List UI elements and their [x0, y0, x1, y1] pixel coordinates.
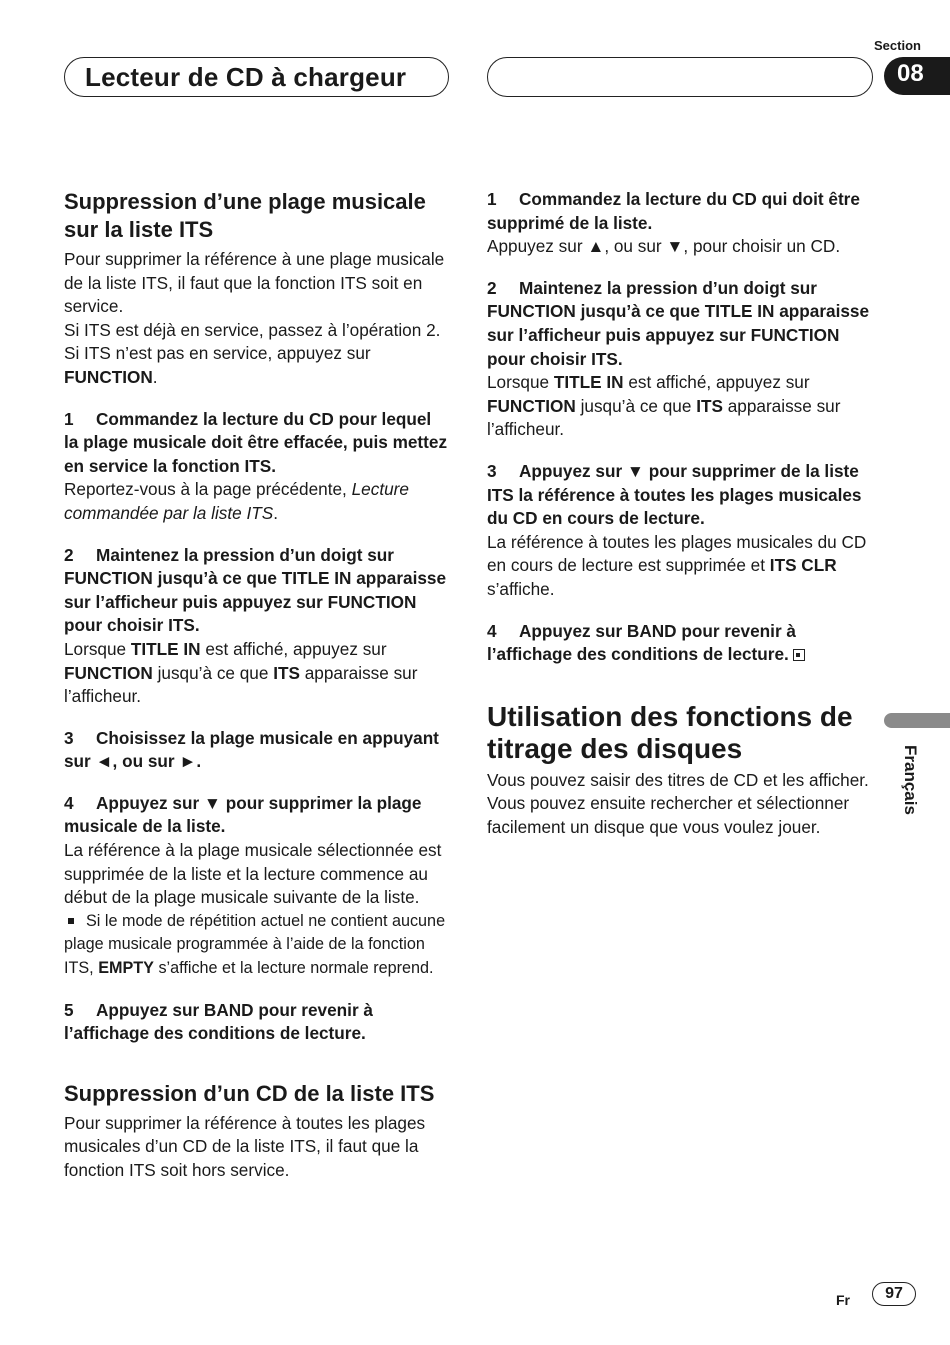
- step-2-body: [487, 371, 875, 442]
- step-text: Appuyez sur BAND pour revenir à l’affichage des conditions de lecture.: [64, 999, 373, 1044]
- step-text: Appuyez sur ▼ pour supprimer de la liste ITS la référence à toutes les plages musicales du CD en cours de lecture.: [487, 460, 862, 529]
- step-3-body: [487, 531, 875, 602]
- step-number: 3: [487, 460, 497, 481]
- body-text: s’affiche.: [487, 578, 555, 599]
- step-number: 3: [64, 727, 74, 748]
- end-of-section-icon: [793, 649, 805, 661]
- step-2-heading: [487, 277, 875, 371]
- step-body-text: Reportez-vous à la page précédente,: [64, 479, 352, 500]
- step-5-heading: [64, 999, 450, 1046]
- body-bold: TITLE IN: [130, 638, 201, 659]
- body-text: La référence à toutes les plages musicales du CD en cours de lecture est supprimée et: [487, 531, 867, 576]
- body-text: jusqu’à ce que: [575, 395, 697, 416]
- step-text: Appuyez sur BAND pour revenir à l’affichage des conditions de lecture.: [487, 620, 796, 665]
- step-number: 1: [64, 408, 74, 429]
- language-tab-bar: [884, 713, 950, 728]
- step-number: 5: [64, 999, 74, 1020]
- step-number: 1: [487, 189, 497, 209]
- note-text: s’affiche et la lecture normale reprend.: [153, 959, 434, 978]
- step-4-heading: [487, 620, 875, 667]
- step-4-note: [64, 910, 450, 981]
- footer-lang-code: Fr: [836, 1292, 850, 1308]
- step-3-heading: [487, 460, 875, 531]
- left-column: [64, 188, 450, 1183]
- body-text: apparaisse sur l’afficheur.: [487, 395, 841, 440]
- body-bold: FUNCTION: [487, 395, 576, 416]
- step-number: 2: [64, 544, 74, 565]
- step-text: Choisissez la plage musicale en appuyant sur ◄, ou sur ►.: [64, 727, 439, 772]
- body-text: jusqu’à ce que: [152, 662, 274, 683]
- step-4-heading: [64, 792, 450, 839]
- section-number-badge: 08: [884, 57, 950, 95]
- body-text: apparaisse sur l’afficheur.: [64, 662, 418, 707]
- step-3-heading: [64, 727, 450, 774]
- body-text: est affiché, appuyez sur: [623, 372, 810, 393]
- body-bold: TITLE IN: [553, 372, 624, 393]
- heading-suppression-plage: Suppression d’une plage musicale sur la liste ITS: [64, 189, 426, 242]
- page-title: Lecteur de CD à chargeur: [85, 62, 407, 92]
- body-bold: FUNCTION: [64, 662, 153, 683]
- section-label: Section: [874, 38, 921, 53]
- step-body-end: .: [273, 502, 278, 523]
- step-text: Appuyez sur ▼ pour supprimer la plage musicale de la liste.: [64, 792, 422, 837]
- intro-function-bold: FUNCTION: [64, 366, 153, 387]
- step-number: 2: [487, 277, 497, 298]
- note-bold: EMPTY: [98, 959, 154, 978]
- step-text: Maintenez la pression d’un doigt sur FUNCTION jusqu’à ce que TITLE IN apparaisse sur l’afficheur puis appuyez sur FUNCTION pour choisir ITS.: [487, 277, 870, 369]
- step-4-body: La référence à la plage musicale sélectionnée est supprimée de la liste et la lecture commence au début de la plage musicale suivante de la liste.: [64, 840, 442, 908]
- suppression-cd-body: Pour supprimer la référence à toutes les plages musicales d’un CD de la liste ITS, il faut que la fonction ITS soit hors service.: [64, 1112, 426, 1180]
- step-text: Commandez la lecture du CD qui doit être supprimé de la liste.: [487, 189, 860, 233]
- heading-suppression-cd: Suppression d’un CD de la liste ITS: [64, 1080, 435, 1106]
- right-column: [487, 188, 875, 839]
- titrage-body: Vous pouvez saisir des titres de CD et les afficher. Vous pouvez ensuite rechercher et sélectionner facilement un disque que vous voulez jouer.: [487, 769, 869, 837]
- intro-paragraph-2: [64, 319, 450, 390]
- language-label: Français: [901, 745, 920, 815]
- step-1-body: Appuyez sur ▲, ou sur ▼, pour choisir un CD.: [487, 236, 841, 257]
- header-empty-pill: [487, 57, 873, 97]
- step-number: 4: [487, 620, 497, 641]
- step-1-heading: [64, 408, 450, 479]
- bullet-square-icon: [68, 918, 74, 924]
- body-bold: ITS CLR: [769, 555, 837, 576]
- step-body-italic: Lecture commandée par la liste ITS: [64, 479, 409, 523]
- step-text: Maintenez la pression d’un doigt sur FUNCTION jusqu’à ce que TITLE IN apparaisse sur l’afficheur puis appuyez sur FUNCTION pour choisir ITS.: [64, 544, 447, 636]
- step-2-heading: [64, 544, 450, 638]
- page-number: 97: [872, 1282, 916, 1306]
- body-text: est affiché, appuyez sur: [200, 638, 387, 659]
- body-text: Lorsque: [487, 372, 554, 393]
- body-bold: ITS: [273, 662, 300, 683]
- intro-text: Si ITS est déjà en service, passez à l’opération 2. Si ITS n’est pas en service, appuyez sur: [64, 319, 441, 364]
- body-text: Lorsque: [64, 638, 131, 659]
- header-title-pill: [64, 57, 449, 97]
- note-text: Si le mode de répétition actuel ne contient aucune plage musicale programmée à l’aide de la fonction ITS,: [64, 911, 446, 978]
- heading-titrage: Utilisation des fonctions de titrage des disques: [487, 700, 853, 764]
- step-1-heading: [487, 188, 875, 235]
- intro-end: .: [152, 366, 158, 387]
- intro-paragraph: Pour supprimer la référence à une plage musicale de la liste ITS, il faut que la fonction ITS soit en service.: [64, 249, 445, 317]
- step-number: 4: [64, 792, 74, 813]
- step-1-body: [64, 478, 450, 525]
- step-2-body: [64, 638, 450, 709]
- step-text: Commandez la lecture du CD pour lequel la plage musicale doit être effacée, puis mettez en service la fonction ITS.: [64, 408, 448, 476]
- body-bold: ITS: [696, 395, 723, 416]
